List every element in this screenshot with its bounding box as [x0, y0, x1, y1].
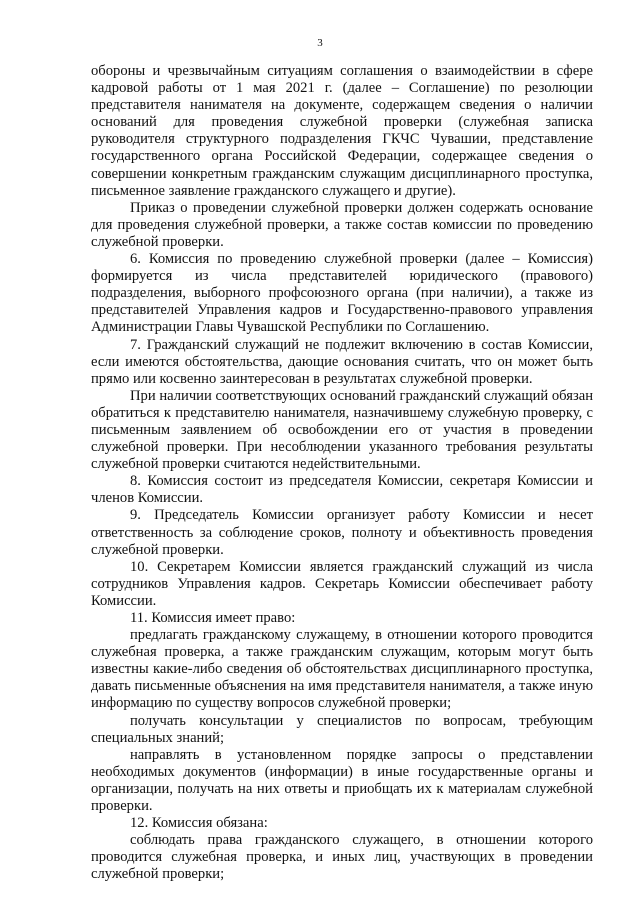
paragraph-11-right-propose: предлагать гражданскому служащему, в отношении которого проводится служебная проверка, а также гражданским служащим, которым могут быть известны какие-либо сведения об обстоятельствах дисциплинарного проступка, давать письменные объяснения на имя представителя нанимателя, а также иную информацию по существу вопросов служебной проверки;: [91, 627, 593, 712]
paragraph-11-right-request: направлять в установленном порядке запросы о представлении необходимых документов (информации) в иные государственные органы и организации, получать на них ответы и приобщать их к материалам служебной проверки.: [91, 746, 593, 815]
paragraph-11-right-consult: получать консультации у специалистов по вопросам, требующим специальных знаний;: [91, 712, 593, 746]
paragraph-9-chairman: 9. Председатель Комиссии организует работу Комиссии и несет ответственность за соблюдение сроков, полноту и объективность проведения служебной проверки.: [91, 507, 593, 558]
paragraph-order-content: Приказ о проведении служебной проверки должен содержать основание для проведения служебной проверки, а также состав комиссии по проведению служебной проверки.: [91, 199, 593, 250]
paragraph-11-rights-heading: 11. Комиссия имеет право:: [130, 610, 296, 626]
paragraph-6-commission-formation: 6. Комиссия по проведению служебной проверки (далее – Комиссия) формируется из числа представителей юридического (правового) подразделения, выборного профсоюзного органа (при наличии), а также из представителей Управления кадров и Государственно-правового управления Администрации Главы Чувашской Республики по Соглашению.: [91, 251, 593, 336]
document-body: [91, 63, 593, 884]
paragraph-12-duty-respect-rights: соблюдать права гражданского служащего, в отношении которого проводится служебная проверка, и иных лиц, участвующих в проведении служебной проверки;: [91, 832, 593, 883]
page-number: 3: [317, 37, 323, 49]
paragraph-7-exclusion: 7. Гражданский служащий не подлежит включению в состав Комиссии, если имеются обстоятельства, дающие основания считать, что он может быть прямо или косвенно заинтересован в результатах служебной проверки.: [91, 336, 593, 387]
paragraph-7-obligation: При наличии соответствующих оснований гражданский служащий обязан обратиться к представителю нанимателя, назначившему служебную проверку, с письменным заявлением об освобождении его от участия в проведении служебной проверки. При несоблюдении указанного требования результаты служебной проверки считаются недействительными.: [91, 387, 593, 473]
paragraph-10-secretary: 10. Секретарем Комиссии является гражданский служащий из числа сотрудников Управления кадров. Секретарь Комиссии обеспечивает работу Комиссии.: [91, 558, 593, 609]
paragraph-8-composition: 8. Комиссия состоит из председателя Комиссии, секретаря Комиссии и членов Комиссии.: [91, 473, 593, 507]
paragraph-12-duties-heading: 12. Комиссия обязана:: [130, 815, 268, 832]
paragraph-continuation: обороны и чрезвычайным ситуациям соглашения о взаимодействии в сфере кадровой работы от 1 мая 2021 г. (далее – Соглашение) по резолюции представителя нанимателя на документе, содержащем сведения о наличии оснований для проведения служебной проверки (служебная записка руководителя структурного подразделения ГКЧС Чувашии, представление государственного органа Российской Федерации, содержащее сведения о совершении конкретным гражданским служащим дисциплинарного проступка, письменное заявление гражданского служащего и другие).: [91, 63, 593, 199]
